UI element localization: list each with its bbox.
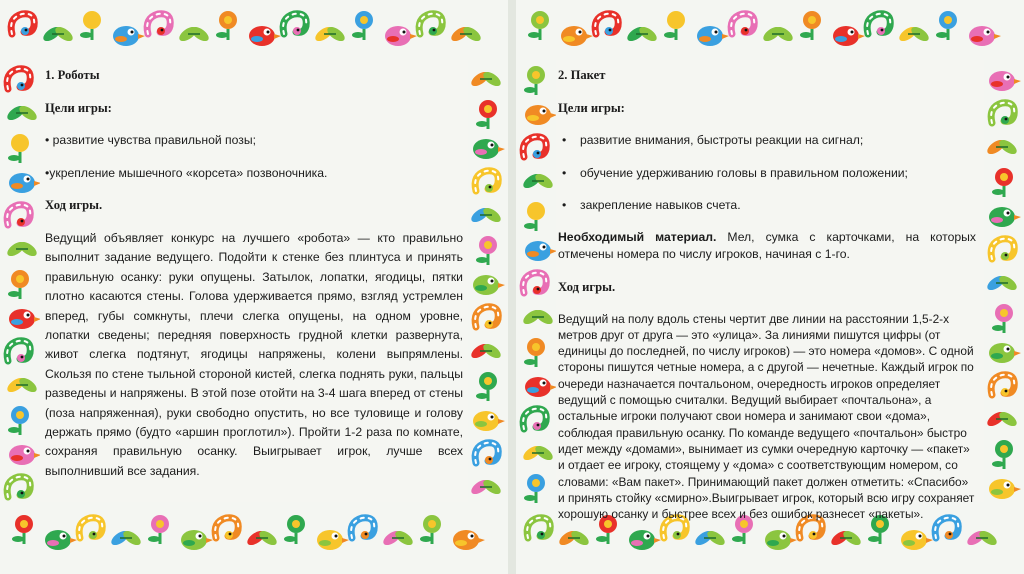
course-heading: Ход игры. bbox=[558, 279, 616, 294]
slide-package bbox=[516, 0, 1024, 574]
material-paragraph bbox=[558, 229, 976, 264]
goal-item: •укрепление мышечного «корсета» позвоночника. bbox=[45, 165, 328, 180]
goal-text: закрепление навыков счета. bbox=[580, 198, 741, 213]
border-decoration-icon bbox=[0, 467, 40, 507]
game-card-robots bbox=[45, 66, 463, 491]
decorative-border-left bbox=[516, 55, 558, 510]
decorative-border-bottom bbox=[0, 504, 508, 574]
goal-text: обучение удерживанию головы в правильном положении; bbox=[580, 165, 908, 180]
goal-item: • развитие чувства правильной позы; bbox=[45, 133, 257, 148]
decorative-border-left bbox=[0, 55, 42, 510]
goal-item bbox=[558, 164, 976, 183]
decorative-border-right bbox=[466, 55, 508, 510]
game-card-package bbox=[558, 66, 976, 532]
bullet-icon: • bbox=[562, 133, 567, 148]
border-decoration-icon bbox=[962, 14, 1002, 54]
goal-item bbox=[558, 131, 976, 150]
slide-robots bbox=[0, 0, 508, 574]
border-decoration-icon bbox=[516, 467, 556, 507]
goal-text: развитие внимания, быстроты реакции на сигнал; bbox=[580, 133, 864, 148]
material-label: Необходимый материал. bbox=[558, 229, 717, 244]
border-decoration-icon bbox=[446, 14, 486, 54]
goals-heading: Цели игры: bbox=[45, 100, 112, 115]
bullet-icon: • bbox=[562, 198, 567, 213]
border-decoration-icon bbox=[446, 518, 486, 558]
goals-heading: Цели игры: bbox=[558, 100, 625, 115]
bullet-icon: • bbox=[562, 165, 567, 180]
decorative-border-top bbox=[516, 0, 1024, 62]
material-text: Мел, сумка с карточками, на которых отмечены номера по числу игроков, начиная с 1-го. bbox=[558, 229, 976, 262]
course-text: Ведущий на полу вдоль стены чертит две линии на расстоянии 1,5-2-х метров друг от друга — это «улица». За линиями пишутся цифры (от единицы до последней, по числу игроков) — это номера «домов». С одной стороны пишутся четные номера, а с другой — нечетные. Каждый игрок по очереди назначается почтальоном, очередность игроков определяет ведущий с помощью считалки. Ведущий выбирает «почтальона», а остальные игроки получают свои номера и занимают свои «дома», соблюдая правильную осанку. По команде ведущего «почтальон» быстро идет между «домами», вынимает из сумки очередную карточку — «пакет» и отдает ее игроку, стоящему у «дома» с соответствующим номером, со словами: «Вам пакет». Принимающий пакет должен отметить: «Спасибо» и принять стойку «смирно».Выигрывает игрок, который всю игру сохраняет хорошую осанку и быстрее всех и без ошибок разнесет «пакеты». bbox=[558, 311, 975, 522]
game-title: 2. Пакет bbox=[558, 68, 606, 82]
course-heading: Ход игры. bbox=[45, 198, 103, 213]
slide-gap bbox=[508, 0, 516, 574]
game-title: 1. Роботы bbox=[45, 68, 100, 82]
border-decoration-icon bbox=[466, 467, 506, 507]
decorative-border-top bbox=[0, 0, 508, 62]
course-text: Ведущий объявляет конкурс на лучшего «робота» — кто правильно выполнит задание ведущего. Подойти к стенке без плинтуса и принять правильную осанку: руки опущены. Затылок, лопатки, ягодицы, пятки плотно касаются стены. Голова удерживается прямо, взгляд устремлен вперед, губы сомкнуты, плечи слегка опущены, на одном уровне, лопатки сведены; передняя поверхность грудной клетки развернута, живот слегка подтянут, ягодицы напряжены, колени выпрямлены. Скользя по стене тыльной стороной кистей, слегка поднять руки, пальцы разведены и напряжены. В этой позе отойти на 3-4 шага вперед от стены (поза напряженная), руки свободно опустить, но все туловище и голову держать прямо (будто «аршин проглотил»). Пройти 1-2 раза по комнате, сохраняя правильную осанку. Выигрывает игрок, лучше всех выполнивший все задания. bbox=[45, 230, 463, 478]
goal-item bbox=[558, 196, 976, 215]
border-decoration-icon bbox=[982, 467, 1022, 507]
decorative-border-right bbox=[982, 55, 1024, 510]
